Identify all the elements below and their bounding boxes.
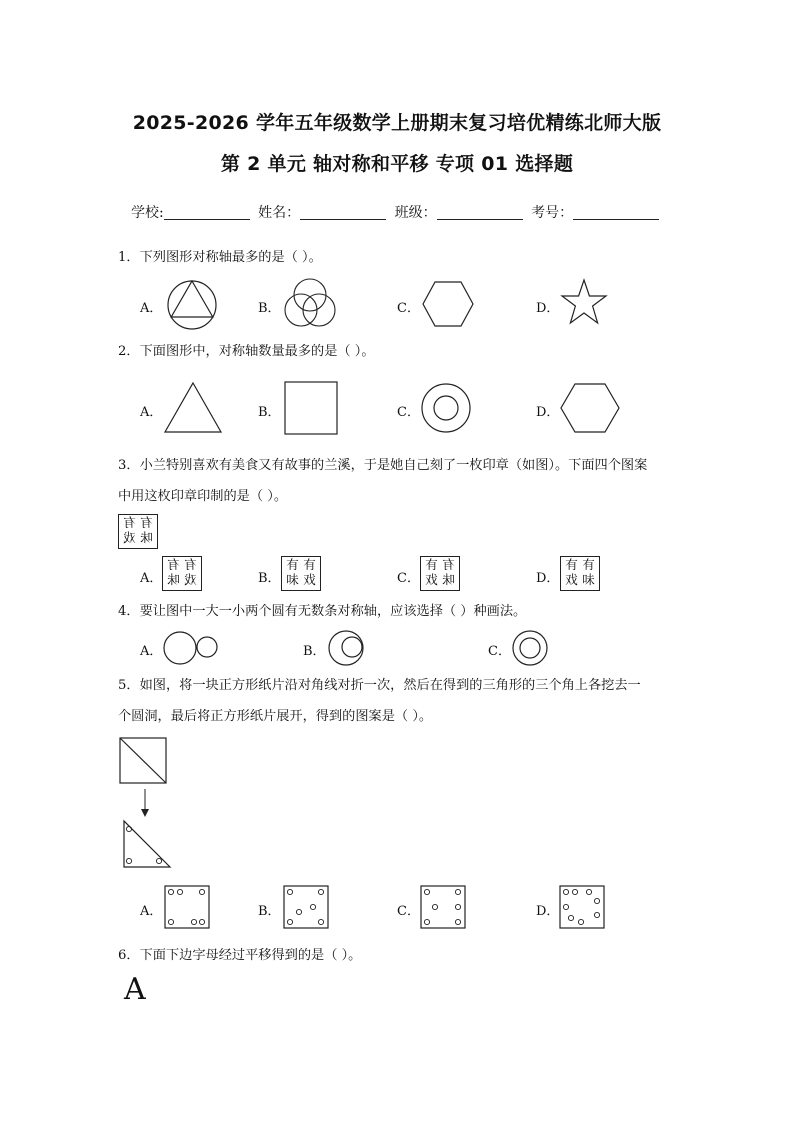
question-1-text: 1．下列图形对称轴最多的是（ ）。 [118,250,322,265]
school-label: 学校: [131,205,164,221]
name-label: 姓名： [258,205,301,221]
q4-option-a-circles [163,631,223,665]
q2-option-b-label: B． [258,405,281,420]
q3-option-b-stamp [281,556,321,591]
stamp-char: 味 [582,572,595,587]
page-subtitle: 第 2 单元 轴对称和平移 专项 01 选择题 [220,153,574,175]
q1-star-figure [561,279,607,325]
q3-option-b-label: B． [258,571,281,586]
q1-option-c-label: C． [397,301,420,316]
question-6-text: 6．下面下边字母经过平移得到的是（ ）。 [118,948,362,963]
stamp-char: 有 [140,515,153,530]
question-2-text: 2．下面图形中，对称轴数量最多的是（ ）。 [118,344,375,359]
stamp-char: 有 [442,557,455,572]
q5-option-a-figure [164,885,210,929]
stamp-char: 戏 [184,572,197,587]
q3-option-c-label: C． [397,571,420,586]
q3-option-a-label: A． [140,571,163,586]
q5-option-d-label: D． [536,904,560,919]
q1-hexagon-figure [422,281,474,327]
q4-option-a-label: A． [140,644,163,659]
q5-option-c-label: C． [397,904,420,919]
q2-option-a-label: A． [140,405,163,420]
q2-ring-figure [420,382,472,434]
q1-option-d-label: D． [536,301,560,316]
question-3-text-line1: 3．小兰特别喜欢有美食又有故事的兰溪，于是她自己刻了一枚印章（如图）。下面四个图案 [118,458,648,473]
stamp-char: 味 [140,530,153,545]
exam-no-label: 考号： [531,205,574,221]
q2-option-c-label: C． [397,405,420,420]
q5-option-a-label: A． [140,904,163,919]
class-label: 班级： [394,205,437,221]
q5-option-c-figure [420,885,466,929]
q3-stamp [118,514,158,549]
q3-option-a-stamp [162,556,202,591]
stamp-char: 戏 [425,572,438,587]
student-info-line [131,202,663,222]
q4-option-b-circles [328,630,366,666]
stamp-char: 有 [425,557,438,572]
q1-circle-triangle-figure [166,279,218,331]
question-5-text-line1: 5．如图，将一块正方形纸片沿对角线对折一次，然后在得到的三角形的三个角上各挖去一 [118,678,641,693]
q1-option-a-label: A． [140,301,163,316]
name-blank[interactable] [300,205,386,220]
q6-letter-a: A [124,972,146,1007]
question-5-text-line2: 个圆洞，最后将正方形纸片展开，得到的图案是（ ）。 [118,709,433,724]
stamp-char: 有 [167,557,180,572]
q2-square-figure [284,381,338,435]
class-blank[interactable] [437,205,523,220]
question-3-text-line2: 中用这枚印章印制的是（ ）。 [118,489,288,504]
q5-option-b-label: B． [258,904,281,919]
q2-triangle-figure [164,382,222,434]
q4-option-c-label: C． [488,644,511,659]
q4-option-c-circles [512,630,550,666]
q4-option-b-label: B． [303,644,326,659]
q3-option-d-stamp [560,556,600,591]
stamp-char: 有 [565,557,578,572]
stamp-char: 有 [303,557,316,572]
q5-option-d-figure [559,885,605,929]
stamp-char: 有 [286,557,299,572]
stamp-char: 有 [123,515,136,530]
q1-three-circles-figure [282,276,338,332]
q3-option-d-label: D． [536,571,560,586]
stamp-char: 味 [442,572,455,587]
q5-folding-diagram [119,737,169,869]
stamp-char: 味 [286,572,299,587]
page-title: 2025-2026 学年五年级数学上册期末复习培优精练北师大版 [132,112,662,134]
question-4-text: 4．要让图中一大一小两个圆有无数条对称轴，应该选择（ ）种画法。 [118,604,527,619]
stamp-char: 戏 [303,572,316,587]
school-blank[interactable] [164,205,250,220]
exam-no-blank[interactable] [573,205,659,220]
q1-option-b-label: B． [258,301,281,316]
q5-option-b-figure [283,885,329,929]
q2-option-d-label: D． [536,405,560,420]
stamp-char: 味 [167,572,180,587]
q2-hexagon-figure [560,383,620,433]
stamp-char: 戏 [123,530,136,545]
stamp-char: 有 [582,557,595,572]
q3-option-c-stamp [420,556,460,591]
stamp-char: 戏 [565,572,578,587]
stamp-char: 有 [184,557,197,572]
